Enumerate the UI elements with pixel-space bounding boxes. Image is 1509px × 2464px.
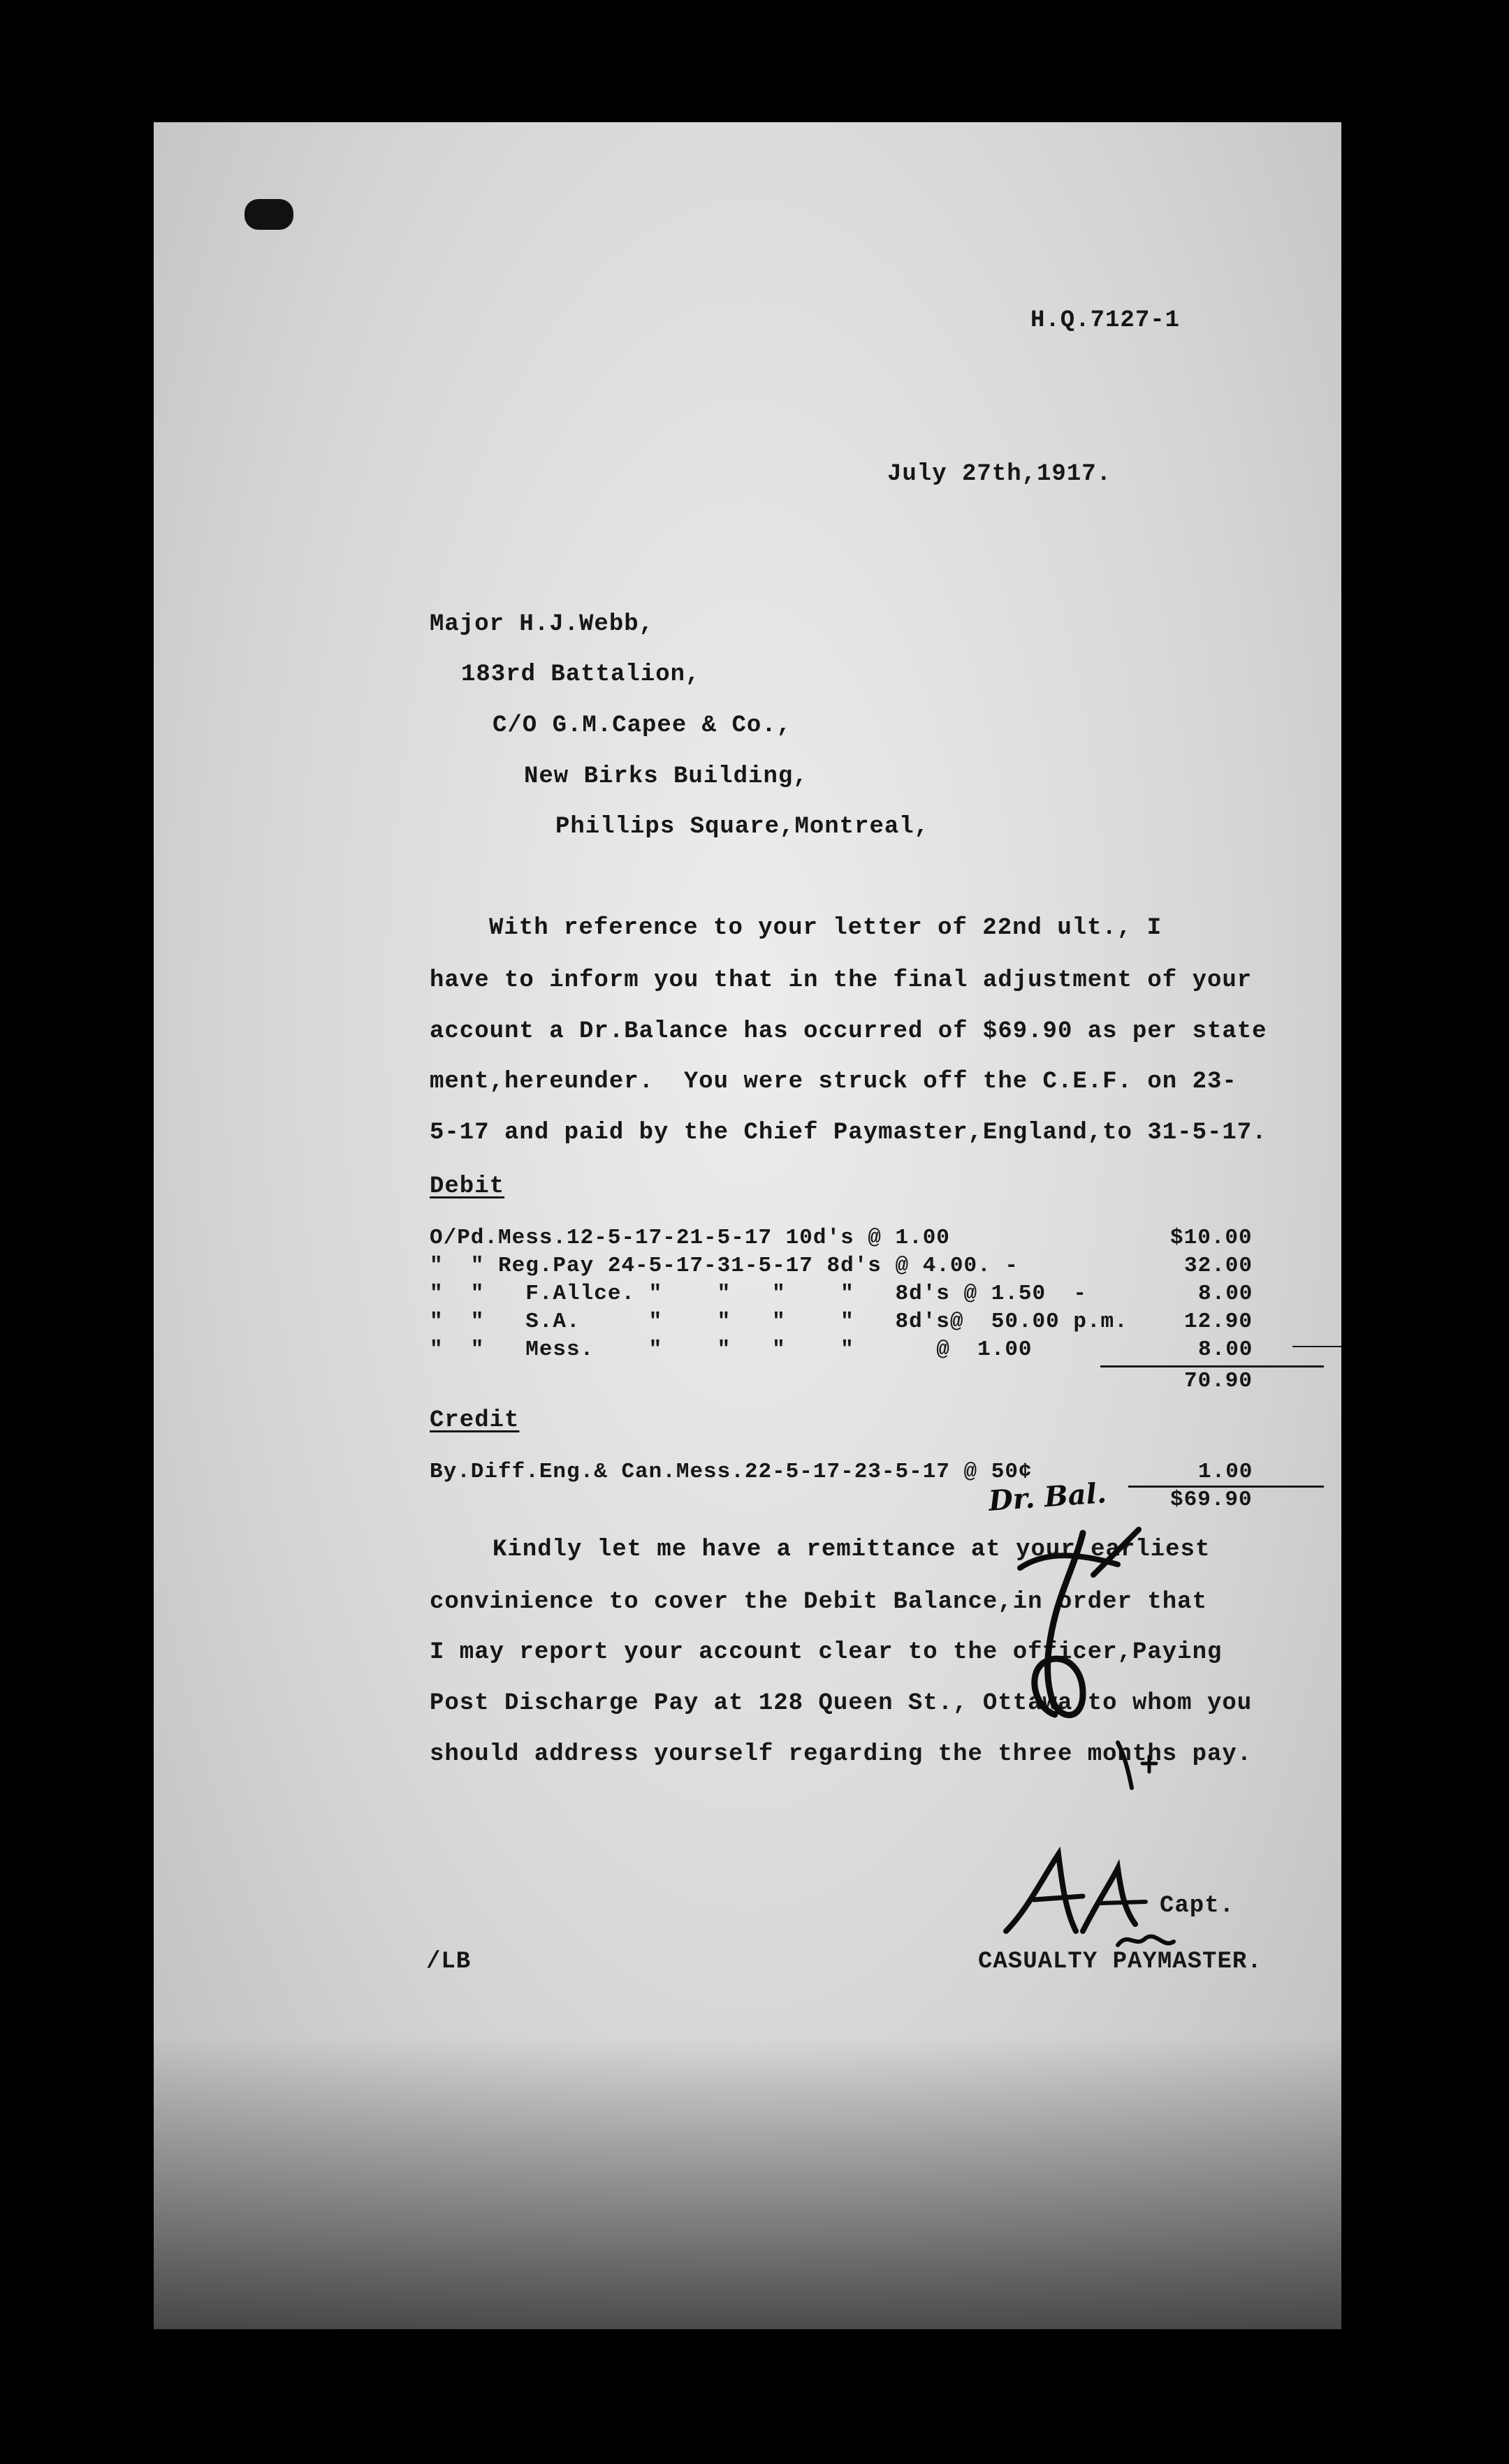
balance-amount: $69.90 bbox=[1170, 1488, 1253, 1512]
letter-date: July 27th,1917. bbox=[887, 461, 1112, 487]
debit-row-desc: " " S.A. " " " " 8d's@ 50.00 p.m. bbox=[430, 1310, 1128, 1334]
body-line: ment,hereunder. You were struck off the C.E.F. on 23- bbox=[430, 1069, 1237, 1095]
debit-margin-dash bbox=[1292, 1346, 1341, 1347]
body-line: account a Dr.Balance has occurred of $69.90 as per state bbox=[430, 1018, 1267, 1045]
closing-line: I may report your account clear to the officer,Paying bbox=[430, 1639, 1223, 1666]
address-line-building: New Birks Building, bbox=[524, 763, 808, 790]
address-line-unit: 183rd Battalion, bbox=[461, 661, 701, 688]
address-line-name: Major H.J.Webb, bbox=[430, 611, 655, 638]
reference-number: H.Q.7127-1 bbox=[1030, 307, 1181, 334]
closing-line: should address yourself regarding the three months pay. bbox=[430, 1741, 1253, 1768]
punch-hole-mark bbox=[245, 199, 293, 230]
credit-heading: Credit bbox=[430, 1407, 520, 1434]
balance-handwritten-label: Dr. Bal. bbox=[987, 1476, 1108, 1518]
credit-row-amount: 1.00 bbox=[1198, 1460, 1253, 1484]
debit-row-amount: $10.00 bbox=[1170, 1226, 1253, 1250]
closing-line: convinience to cover the Debit Balance,in order that bbox=[430, 1589, 1207, 1615]
debit-row-desc: " " Mess. " " " " @ 1.00 bbox=[430, 1337, 1033, 1362]
credit-row-desc: By.Diff.Eng.& Can.Mess.22-5-17-23-5-17 @ 50¢ bbox=[430, 1460, 1033, 1484]
signature-rank: Capt. bbox=[1160, 1893, 1235, 1919]
signature-title: CASUALTY PAYMASTER. bbox=[978, 1949, 1262, 1975]
body-line: have to inform you that in the final adjustment of your bbox=[430, 967, 1253, 994]
closing-line: Post Discharge Pay at 128 Queen St., Ottawa,to whom you bbox=[430, 1690, 1253, 1717]
debit-row-amount: 8.00 bbox=[1198, 1337, 1253, 1362]
debit-row-amount: 32.00 bbox=[1184, 1254, 1253, 1278]
debit-total: 70.90 bbox=[1184, 1369, 1253, 1393]
body-line: 5-17 and paid by the Chief Paymaster,England,to 31-5-17. bbox=[430, 1120, 1267, 1146]
closing-line: Kindly let me have a remittance at your earliest bbox=[493, 1537, 1211, 1563]
debit-row-amount: 8.00 bbox=[1198, 1282, 1253, 1306]
body-line: With reference to your letter of 22nd ult., I bbox=[489, 915, 1162, 941]
debit-row-desc: " " F.Allce. " " " " 8d's @ 1.50 - bbox=[430, 1282, 1087, 1306]
debit-row-desc: O/Pd.Mess.12-5-17-21-5-17 10d's @ 1.00 bbox=[430, 1226, 950, 1250]
handwritten-annotation-mark bbox=[978, 1512, 1160, 1833]
debit-row-desc: " " Reg.Pay 24-5-17-31-5-17 8d's @ 4.00. - bbox=[430, 1254, 1019, 1278]
letter-page bbox=[154, 122, 1341, 2329]
address-line-care-of: C/O G.M.Capee & Co., bbox=[493, 712, 792, 739]
debit-row-amount: 12.90 bbox=[1184, 1310, 1253, 1334]
debit-total-rule bbox=[1100, 1365, 1324, 1367]
address-line-city: Phillips Square,Montreal, bbox=[555, 814, 930, 840]
debit-heading: Debit bbox=[430, 1173, 505, 1200]
typist-initials: /LB bbox=[426, 1949, 472, 1975]
